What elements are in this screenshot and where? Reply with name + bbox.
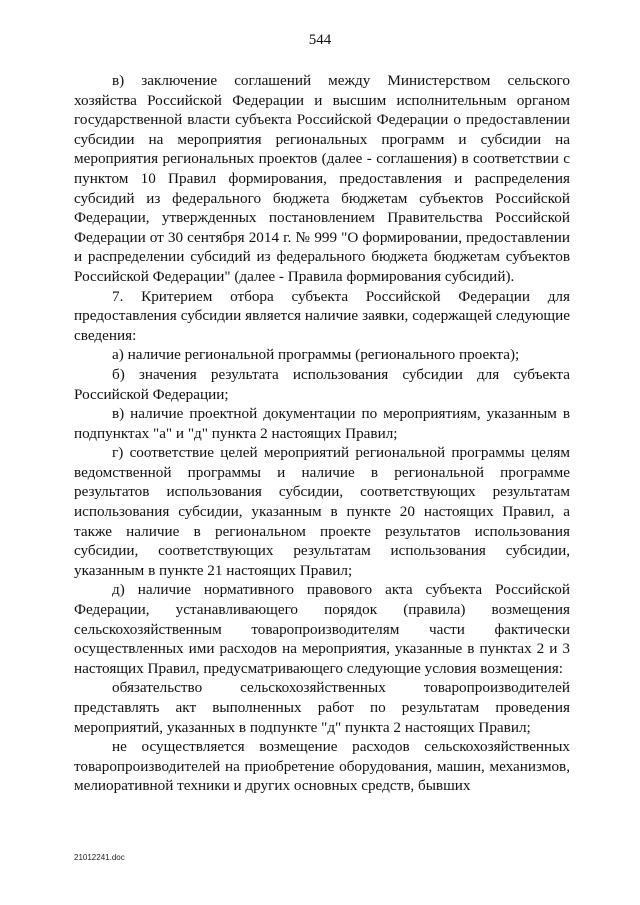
paragraph-item-a: а) наличие региональной программы (регионального проекта); — [112, 346, 520, 364]
paragraph-item-v: в) наличие проектной документации по мероприятиям, указанным в подпунктах "а" и "д" пункта 2 настоящих Правил; — [74, 405, 570, 442]
document-body — [74, 71, 570, 796]
paragraph-item-d: д) наличие нормативного правового акта субъекта Российской Федерации, устанавливающего порядок (правила) возмещения сельскохозяйственным товаропроизводителям части фактически осуществленных ими расходов на мероприятия, указанные в пунктах 2 и 3 настоящих Правил, предусматривающего следующие условия возмещения: — [74, 581, 570, 677]
paragraph-selection-criterion: 7. Критерием отбора субъекта Российской Федерации для предоставления субсидии является наличие заявки, содержащей следующие сведения: — [74, 287, 570, 344]
document-file-code: 21012241.doc — [74, 853, 125, 862]
paragraph-obligation: обязательство сельскохозяйственных товаропроизводителей представлять акт выполненных работ по результатам проведения мероприятий, указанных в подпункте "д" пункта 2 настоящих Правил; — [74, 679, 570, 736]
paragraph-no-reimbursement: не осуществляется возмещение расходов сельскохозяйственных товаропроизводителей на приобретение оборудования, машин, механизмов, мелиоративной техники и других основных средств, бывших — [74, 738, 570, 795]
page-number: 544 — [308, 32, 332, 48]
paragraph-item-b: б) значения результата использования субсидии для субъекта Российской Федерации; — [74, 365, 570, 403]
paragraph-agreements: в) заключение соглашений между Министерством сельского хозяйства Российской Федерации и высшим исполнительным органом государственной власти субъекта Российской Федерации о предоставлении субсидии на мероприятия региональных программ и субсидии на мероприятия региональных проектов (далее - соглашения) в соответствии с пунктом 10 Правил формирования, предоставления и распределения субсидий из федерального бюджета бюджетам субъектов Российской Федерации, утвержденных постановлением Правительства Российской Федерации от 30 сентября 2014 г. № 999 "О формировании, предоставлении и распределении субсидий из федерального бюджета бюджетам субъектов Российской Федерации" (далее - Правила формирования субсидий). — [74, 72, 570, 285]
paragraph-item-g: г) соответствие целей мероприятий региональной программы целям ведомственной программы и наличие в региональной программе результатов использования субсидии, соответствующих результатам использования субсидии, указанным в пункте 20 настоящих Правил, а также наличие в региональном проекте результатов использования субсидии, соответствующих результатам использования субсидии, указанным в пункте 21 настоящих Правил; — [74, 444, 570, 579]
